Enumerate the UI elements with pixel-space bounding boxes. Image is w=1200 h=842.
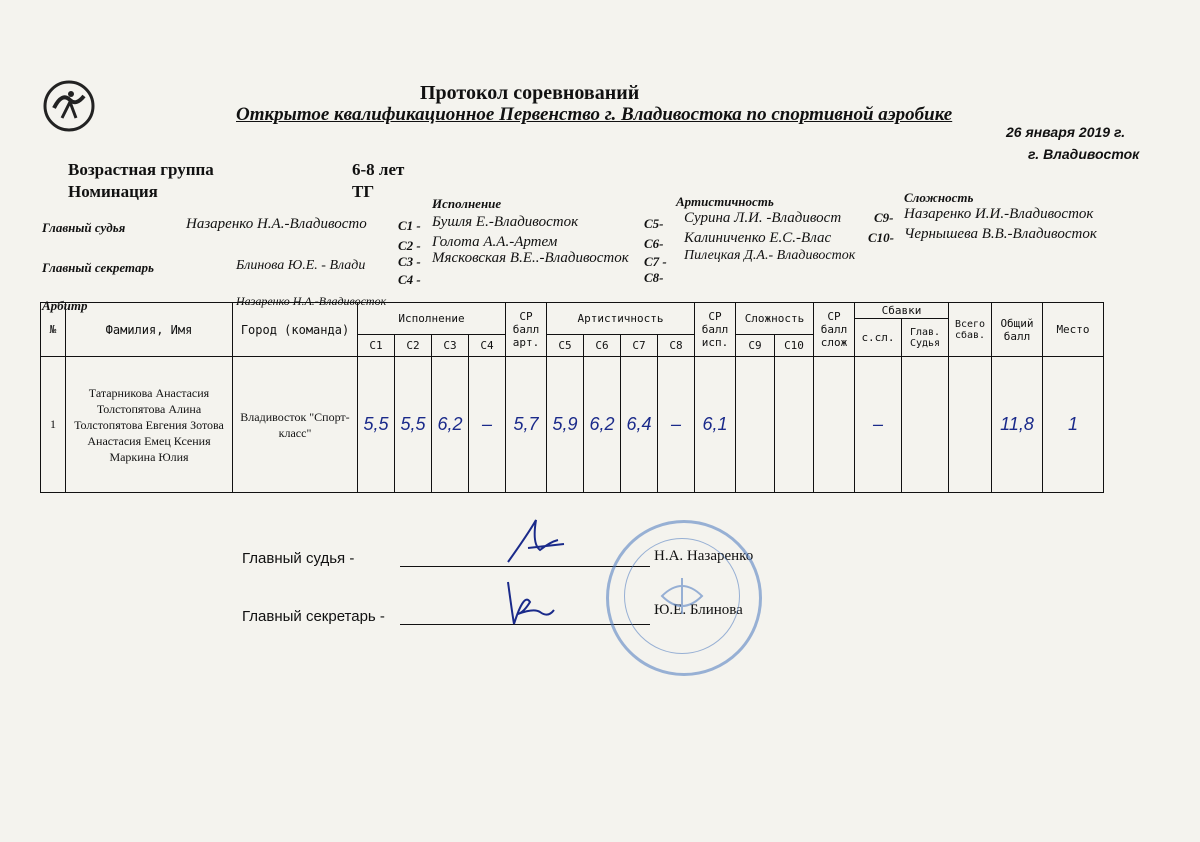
- nomination-label: Номинация: [68, 182, 158, 201]
- score-sr-slozh: [814, 357, 855, 493]
- judge-code-c5: С5-: [644, 216, 664, 231]
- judge-code-c1: С1 -: [398, 218, 421, 233]
- col-c1: С1: [358, 335, 395, 357]
- col-sr-art: СР балл арт.: [506, 303, 547, 357]
- sig-chief-judge-name: Н.А. Назаренко: [654, 548, 754, 564]
- chief-judge-label: Главный судья: [42, 220, 126, 235]
- difficulty-panel-title: Сложность: [904, 190, 974, 205]
- score-sr-isp: 6,1: [695, 357, 736, 493]
- col-c6: С6: [584, 335, 621, 357]
- judge-code-c6: С6-: [644, 236, 664, 251]
- col-c8: С8: [658, 335, 695, 357]
- judge-code-c10: С10-: [868, 230, 894, 245]
- chief-judge-value: Назаренко Н.А.-Владивосто: [186, 216, 367, 232]
- table-row: [41, 357, 1104, 493]
- deduction-total: [949, 357, 992, 493]
- competition-city: г. Владивосток: [1028, 146, 1140, 162]
- stamp-emblem-icon: [652, 566, 712, 626]
- col-c5: С5: [547, 335, 584, 357]
- judge-name-c7: Пилецкая Д.А.- Владивосток: [684, 248, 856, 263]
- row-athletes: Татарникова Анастасия Толстопятова Алина Толстопятова Евгения Зотова Анастасия Емец Ксения Маркина Юлия: [66, 357, 233, 493]
- score-c4: –: [469, 357, 506, 493]
- results-table: [40, 302, 1104, 493]
- score-c6: 6,2: [584, 357, 621, 493]
- nomination-value: ТГ: [352, 182, 375, 201]
- col-num: №: [41, 303, 66, 357]
- col-execution: Исполнение: [358, 303, 506, 335]
- col-c7: С7: [621, 335, 658, 357]
- col-name: Фамилия, Имя: [66, 303, 233, 357]
- score-c2: 5,5: [395, 357, 432, 493]
- col-total-ded: Всего сбав.: [949, 303, 992, 357]
- arbiter-value: Назаренко Н.А.-Владивосток: [236, 294, 387, 308]
- arbiter-label: Арбитр: [42, 298, 88, 313]
- sig-chief-secretary-label: Главный секретарь -: [242, 608, 385, 625]
- chief-secretary-value: Блинова Ю.Е. - Влади: [236, 258, 366, 273]
- col-deductions: Сбавки: [855, 303, 949, 319]
- chief-secretary-label: Главный секретарь: [42, 260, 154, 275]
- age-group-value: 6-8 лет: [352, 160, 405, 179]
- deduction-sl: –: [855, 357, 902, 493]
- judge-code-c2: С2 -: [398, 238, 421, 253]
- col-c2: С2: [395, 335, 432, 357]
- judge-code-c3: С3 -: [398, 254, 421, 269]
- col-artistry: Артистичность: [547, 303, 695, 335]
- score-c7: 6,4: [621, 357, 658, 493]
- col-c4: С4: [469, 335, 506, 357]
- judge-name-c10: Чернышева В.В.-Владивосток: [904, 226, 1097, 242]
- total-score: 11,8: [992, 357, 1043, 493]
- judge-code-c9: С9-: [874, 210, 894, 225]
- score-c10: [775, 357, 814, 493]
- col-ded-chief: Глав. Судья: [902, 319, 949, 357]
- col-c10: С10: [775, 335, 814, 357]
- col-sr-isp: СР балл исп.: [695, 303, 736, 357]
- judge-name-c3: Мясковская В.Е..-Владивосток: [432, 250, 629, 266]
- col-ded-sl: с.сл.: [855, 319, 902, 357]
- judge-code-c8: С8-: [644, 270, 664, 285]
- deduction-chief: [902, 357, 949, 493]
- score-c3: 6,2: [432, 357, 469, 493]
- judge-name-c2: Голота А.А.-Артем: [432, 234, 558, 250]
- judge-name-c9: Назаренко И.И.-Владивосток: [904, 206, 1094, 222]
- judge-code-c4: С4 -: [398, 272, 421, 287]
- score-sr-art: 5,7: [506, 357, 547, 493]
- judge-code-c7: С7 -: [644, 254, 667, 269]
- col-difficulty: Сложность: [736, 303, 814, 335]
- score-c8: –: [658, 357, 695, 493]
- federation-logo-icon: [40, 78, 98, 134]
- execution-panel-title: Исполнение: [432, 196, 502, 211]
- col-city: Город (команда): [233, 303, 358, 357]
- ghost-text: [470, 64, 474, 81]
- score-c1: 5,5: [358, 357, 395, 493]
- page-title: Протокол соревнований: [420, 82, 640, 104]
- col-c9: С9: [736, 335, 775, 357]
- score-c9: [736, 357, 775, 493]
- artistry-panel-title: Артистичность: [676, 194, 774, 209]
- judge-name-c1: Бушля Е.-Владивосток: [432, 214, 579, 230]
- judge-name-c6: Калиниченко Е.С.-Влас: [684, 230, 832, 246]
- col-sr-slozh: СР балл слож: [814, 303, 855, 357]
- place: 1: [1043, 357, 1104, 493]
- age-group-label: Возрастная группа: [68, 160, 214, 179]
- row-num: 1: [41, 357, 66, 493]
- col-c3: С3: [432, 335, 469, 357]
- signature-chief-secretary-icon: [494, 572, 574, 632]
- sig-chief-secretary-name: Ю.Е. Блинова: [654, 602, 743, 618]
- competition-date: 26 января 2019 г.: [1006, 124, 1126, 140]
- col-place: Место: [1043, 303, 1104, 357]
- score-c5: 5,9: [547, 357, 584, 493]
- sig-chief-judge-label: Главный судья -: [242, 550, 355, 567]
- row-city: Владивосток "Спорт-класс": [233, 357, 358, 493]
- judge-name-c5: Сурина Л.И. -Владивост: [684, 210, 842, 226]
- signature-chief-judge-icon: [498, 514, 578, 574]
- col-total: Общий балл: [992, 303, 1043, 357]
- competition-name: Открытое квалификационное Первенство г. Владивостока по спортивной аэробике: [236, 104, 953, 125]
